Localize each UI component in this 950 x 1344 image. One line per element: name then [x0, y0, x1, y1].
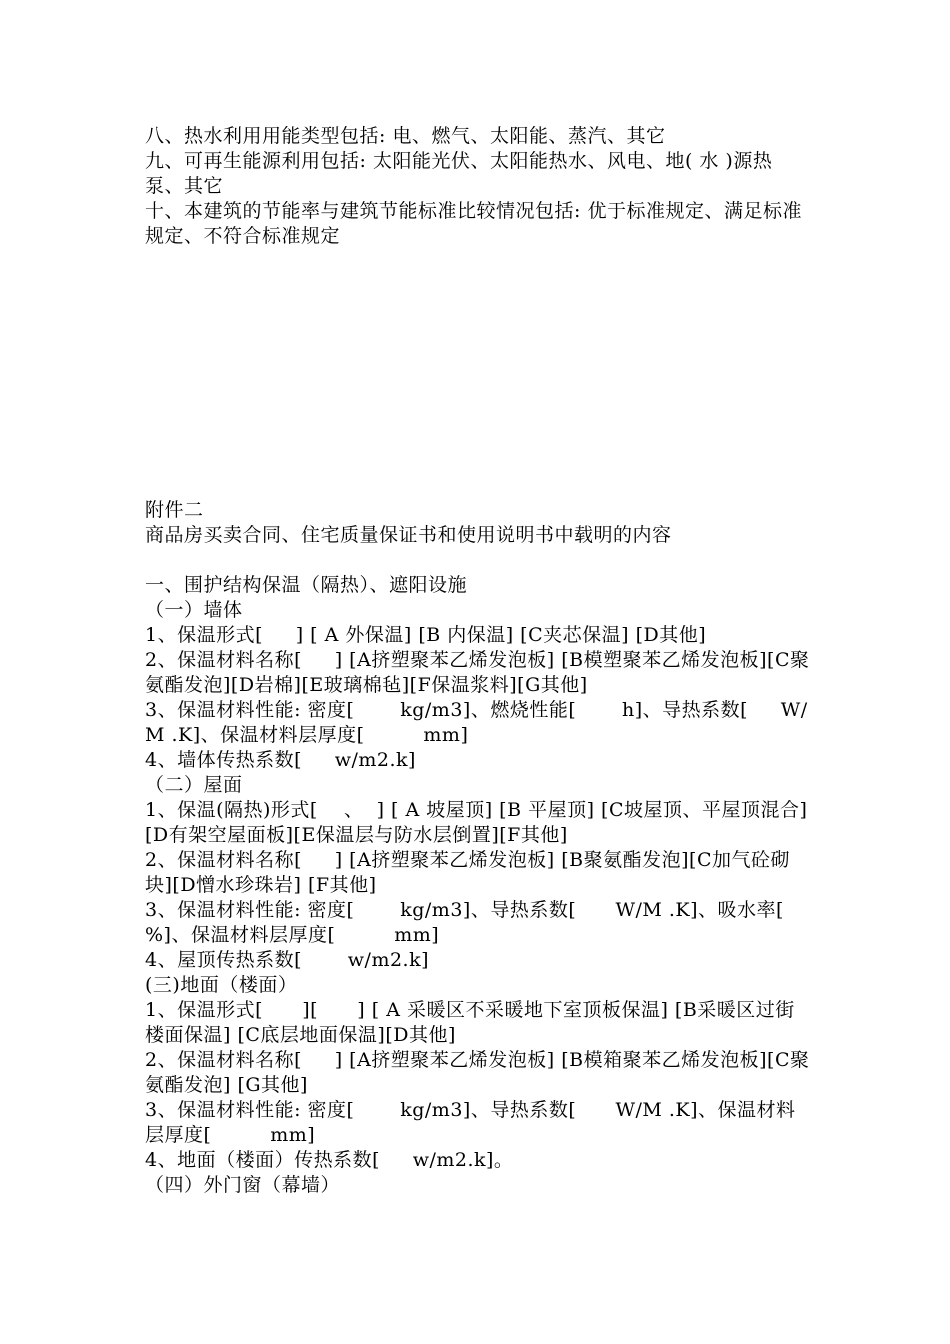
floor-insulation-form: 1、保温形式[ ][ ] [ A 采暖区不采暖地下室顶板保温] [B采暖区过街楼面保温] [C底层地面保温][D其他] [145, 999, 795, 1046]
floor-insulation-material: 2、保温材料名称[ ] [A挤塑聚苯乙烯发泡板] [B模箱聚苯乙烯发泡板][C聚氨酯发泡] [G其他] [145, 1049, 810, 1096]
roof-material-performance: 3、保温材料性能: 密度[ kg/m3]、导热系数[ W/M .K]、吸水率[ %]、保温材料层厚度[ mm] [145, 899, 817, 946]
note-hot-water-energy: 八、热水利用用能类型包括: 电、燃气、太阳能、蒸汽、其它 [145, 125, 666, 147]
section-heading-envelope: 一、围护结构保温（隔热）、遮阳设施 [145, 574, 468, 596]
wall-heat-transfer: 4、墙体传热系数[ w/m2.k] [145, 749, 416, 771]
subsection-heading-floor: (三)地面（楼面） [145, 974, 298, 996]
subsection-heading-roof: （二）屋面 [145, 774, 243, 796]
roof-heat-transfer: 4、屋顶传热系数[ w/m2.k] [145, 949, 430, 971]
floor-material-performance: 3、保温材料性能: 密度[ kg/m3]、导热系数[ W/M .K]、保温材料层厚度[ mm] [145, 1099, 796, 1146]
note-energy-saving-rate: 十、本建筑的节能率与建筑节能标准比较情况包括: 优于标准规定、满足标准规定、不符合标准规定 [145, 200, 802, 247]
annex-two [145, 498, 817, 1198]
floor-heat-transfer: 4、地面（楼面）传热系数[ w/m2.k]。 [145, 1149, 514, 1171]
wall-insulation-form: 1、保温形式[ ] [ A 外保温] [B 内保温] [C夹芯保温] [D其他] [145, 624, 707, 646]
roof-insulation-form: 1、保温(隔热)形式[ 、 ] [ A 坡屋顶] [B 平屋顶] [C坡屋顶、平屋顶混合][D有架空屋面板][E保温层与防水层倒置][F其他] [145, 799, 808, 846]
wall-material-performance: 3、保温材料性能: 密度[ kg/m3]、燃烧性能[ h]、导热系数[ W/M .K]、保温材料层厚度[ mm] [145, 699, 808, 746]
note-renewable-energy: 九、可再生能源利用包括: 太阳能光伏、太阳能热水、风电、地( 水 )源热泵、其它 [145, 150, 773, 197]
subsection-heading-windows: （四）外门窗（幕墙） [145, 1174, 341, 1196]
blank-line [145, 548, 810, 573]
annex-subtitle: 商品房买卖合同、住宅质量保证书和使用说明书中载明的内容 [145, 524, 672, 546]
energy-usage-notes [145, 124, 810, 249]
annex-title: 附件二 [145, 499, 204, 521]
subsection-heading-wall: （一）墙体 [145, 599, 243, 621]
wall-insulation-material: 2、保温材料名称[ ] [A挤塑聚苯乙烯发泡板] [B模塑聚苯乙烯发泡板][C聚氨酯发泡][D岩棉][E玻璃棉毡][F保温浆料][G其他] [145, 649, 810, 696]
roof-insulation-material: 2、保温材料名称[ ] [A挤塑聚苯乙烯发泡板] [B聚氨酯发泡][C加气砼砌块][D憎水珍珠岩] [F其他] [145, 849, 790, 896]
